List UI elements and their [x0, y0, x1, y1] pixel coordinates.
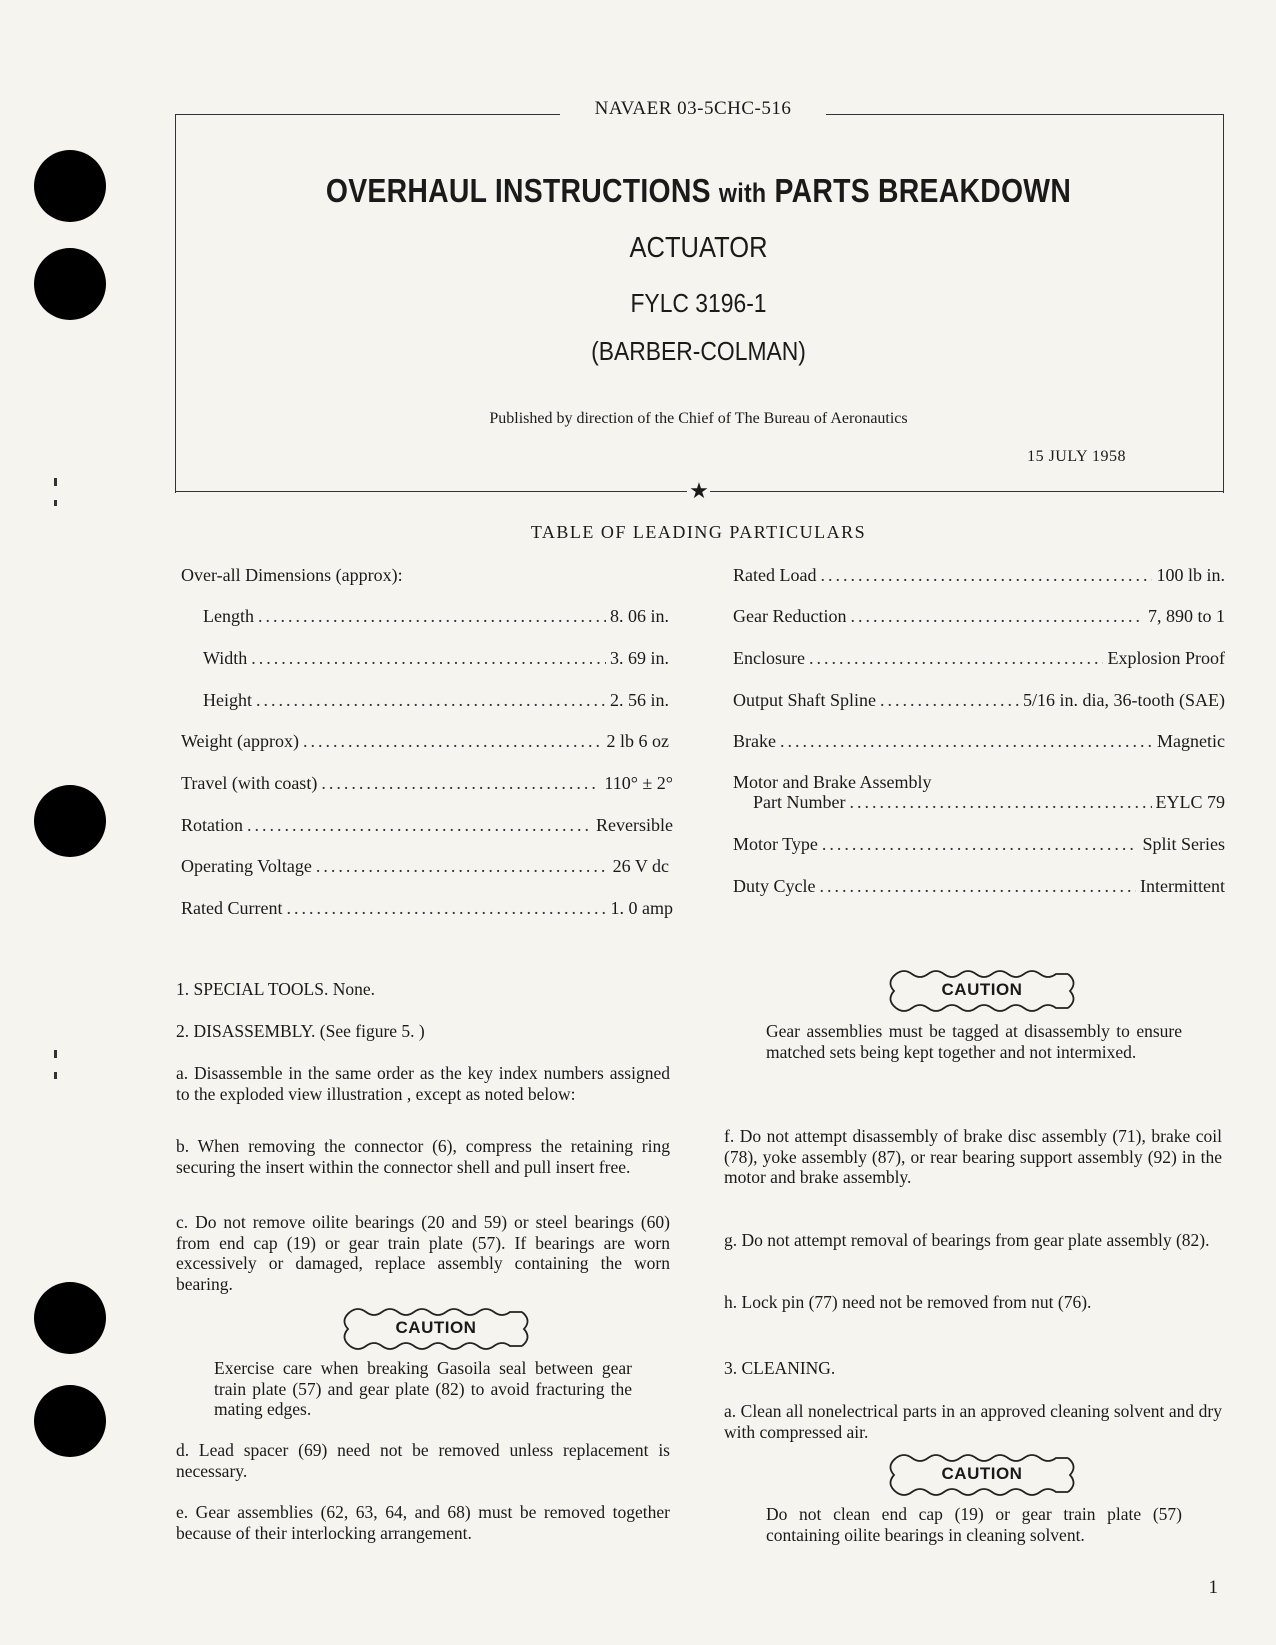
- leader-dots: [256, 690, 606, 711]
- particular-value: EYLC 79: [1155, 792, 1225, 812]
- particular-value: 5/16 in. dia, 36-tooth (SAE): [1023, 690, 1225, 710]
- particular-row: [753, 792, 1225, 813]
- leader-dots: [251, 648, 606, 669]
- particular-label: Motor and Brake Assembly: [733, 772, 932, 792]
- particular-row: [733, 606, 1225, 627]
- paragraph-2f: f. Do not attempt disassembly of brake disc assembly (71), brake coil (78), yoke assembly (87), or rear bearing support assembly (92) in the motor and brake assembly.: [724, 1126, 1222, 1187]
- caution-1-text: Exercise care when breaking Gasoila seal between gear train plate (57) and gear plate (82) to avoid fracturing the mating edges.: [214, 1358, 632, 1419]
- section-3-cleaning: 3. CLEANING.: [724, 1358, 836, 1378]
- leader-dots: [258, 606, 606, 627]
- particular-value: 100 lb in.: [1156, 565, 1225, 585]
- particular-value: Reversible: [596, 815, 673, 835]
- particular-label: Over-all Dimensions (approx):: [181, 565, 403, 585]
- leader-dots: [247, 815, 592, 836]
- paragraph-2b: b. When removing the connector (6), compress the retaining ring securing the insert within the connector shell and pull insert free.: [176, 1136, 670, 1177]
- published-by: Published by direction of the Chief of The Bureau of Aeronautics: [489, 410, 908, 427]
- particular-value: Magnetic: [1157, 731, 1225, 751]
- particular-label: Rotation: [181, 815, 243, 835]
- particular-label: Rated Current: [181, 898, 283, 918]
- particular-label: Part Number: [753, 792, 846, 812]
- paragraph-2c: c. Do not remove oilite bearings (20 and 59) or steel bearings (60) from end cap (19) or gear train plate (57). If bearings are worn excessively or damaged, replace assembly containing the worn bearing.: [176, 1212, 670, 1294]
- particular-value: 2. 56 in.: [609, 690, 669, 710]
- particular-value: 3. 69 in.: [609, 648, 669, 668]
- caution-box-3: [882, 1452, 1082, 1498]
- particular-row: [733, 565, 1225, 586]
- particular-row: [733, 690, 1225, 711]
- particular-label: Operating Voltage: [181, 856, 312, 876]
- binder-hole-1: [34, 150, 106, 222]
- particular-row: [203, 690, 669, 711]
- particular-value: 2 lb 6 oz: [606, 731, 669, 751]
- table-title: TABLE OF LEADING PARTICULARS: [530, 522, 867, 542]
- particular-label: Output Shaft Spline: [733, 690, 876, 710]
- section-1-special-tools: 1. SPECIAL TOOLS. None.: [176, 979, 375, 999]
- paragraph-2e: e. Gear assemblies (62, 63, 64, and 68) must be removed together because of their interlocking arrangement.: [176, 1502, 670, 1543]
- particular-label: Width: [203, 648, 248, 668]
- particular-row: [181, 898, 673, 919]
- leader-dots: [316, 856, 609, 877]
- caution-box-1: [336, 1306, 536, 1352]
- caution-label: CAUTION: [941, 1464, 1023, 1483]
- paragraph-2g: g. Do not attempt removal of bearings from gear plate assembly (82).: [724, 1230, 1210, 1250]
- particular-label: Travel (with coast): [181, 773, 318, 793]
- leader-dots: [880, 690, 1019, 711]
- particular-row: [203, 606, 669, 627]
- paragraph-3a: a. Clean all nonelectrical parts in an approved cleaning solvent and dry with compressed air.: [724, 1401, 1222, 1442]
- leader-dots: [820, 876, 1137, 897]
- document-title: [248, 172, 1148, 210]
- caution-2-text: Gear assemblies must be tagged at disassembly to ensure matched sets being kept together and not intermixed.: [766, 1021, 1182, 1062]
- margin-speck: [54, 1072, 57, 1079]
- particular-label: Weight (approx): [181, 731, 300, 751]
- particular-value: 8. 06 in.: [609, 606, 669, 626]
- particular-row: [181, 815, 673, 836]
- margin-speck: [54, 1050, 57, 1058]
- title-part-a: OVERHAUL INSTRUCTIONS: [325, 172, 711, 209]
- particular-label: Brake: [733, 731, 776, 751]
- leader-dots: [809, 648, 1104, 669]
- title-part-b: PARTS BREAKDOWN: [774, 172, 1072, 209]
- title-frame-rule-right: [710, 491, 1223, 492]
- particular-row: [181, 773, 673, 794]
- particular-row: [733, 834, 1225, 855]
- binder-hole-2: [34, 248, 106, 320]
- title-with: with: [718, 178, 767, 208]
- particular-label: Length: [203, 606, 254, 626]
- manufacturer: (BARBER-COLMAN): [591, 336, 806, 366]
- margin-speck: [54, 478, 57, 486]
- particular-value: Intermittent: [1140, 876, 1225, 896]
- binder-hole-3: [34, 785, 106, 857]
- document-number: NAVAER 03-5CHC-516: [560, 98, 826, 120]
- particular-row: [203, 648, 669, 669]
- particular-label: Rated Load: [733, 565, 817, 585]
- particular-value: 1. 0 amp: [610, 898, 673, 918]
- particular-label: Enclosure: [733, 648, 805, 668]
- particular-value: 110° ± 2°: [604, 773, 673, 793]
- leader-dots: [850, 606, 1144, 627]
- paragraph-2a: a. Disassemble in the same order as the key index numbers assigned to the exploded view illustration , except as noted below:: [176, 1063, 670, 1104]
- particular-row: [733, 731, 1225, 752]
- leader-dots: [321, 773, 600, 794]
- caution-label: CAUTION: [395, 1318, 477, 1337]
- page-number: 1: [1208, 1577, 1218, 1598]
- title-frame-rule-left: [175, 491, 687, 492]
- particular-row: [181, 731, 669, 752]
- leader-dots: [849, 792, 1151, 813]
- paragraph-2d: d. Lead spacer (69) need not be removed unless replacement is necessary.: [176, 1440, 670, 1481]
- component-name: ACTUATOR: [629, 232, 768, 264]
- particular-value: Split Series: [1142, 834, 1225, 854]
- leader-dots: [286, 898, 606, 919]
- binder-hole-5: [34, 1385, 106, 1457]
- caution-3-text: Do not clean end cap (19) or gear train plate (57) containing oilite bearings in cleaning solvent.: [766, 1504, 1182, 1545]
- binder-hole-4: [34, 1282, 106, 1354]
- section-2-disassembly: 2. DISASSEMBLY. (See figure 5. ): [176, 1021, 425, 1041]
- model-number: FYLC 3196-1: [630, 288, 767, 318]
- particular-label: Gear Reduction: [733, 606, 847, 626]
- paragraph-2h: h. Lock pin (77) need not be removed from nut (76).: [724, 1292, 1092, 1312]
- leader-dots: [820, 565, 1152, 586]
- leader-dots: [780, 731, 1153, 752]
- caution-box-2: [882, 968, 1082, 1014]
- particular-label: Duty Cycle: [733, 876, 816, 896]
- leader-dots: [822, 834, 1139, 855]
- particular-label: Motor Type: [733, 834, 818, 854]
- particular-row: [181, 856, 669, 877]
- particular-row: [733, 648, 1225, 669]
- margin-speck: [54, 500, 57, 506]
- particular-value: 26 V dc: [612, 856, 669, 876]
- particular-value: Explosion Proof: [1107, 648, 1225, 668]
- particular-row: [733, 876, 1225, 897]
- star-icon: ★: [689, 478, 709, 503]
- caution-label: CAUTION: [941, 980, 1023, 999]
- leader-dots: [303, 731, 602, 752]
- publication-date: 15 JULY 1958: [1027, 448, 1126, 465]
- particular-value: 7, 890 to 1: [1147, 606, 1225, 626]
- particular-label: Height: [203, 690, 252, 710]
